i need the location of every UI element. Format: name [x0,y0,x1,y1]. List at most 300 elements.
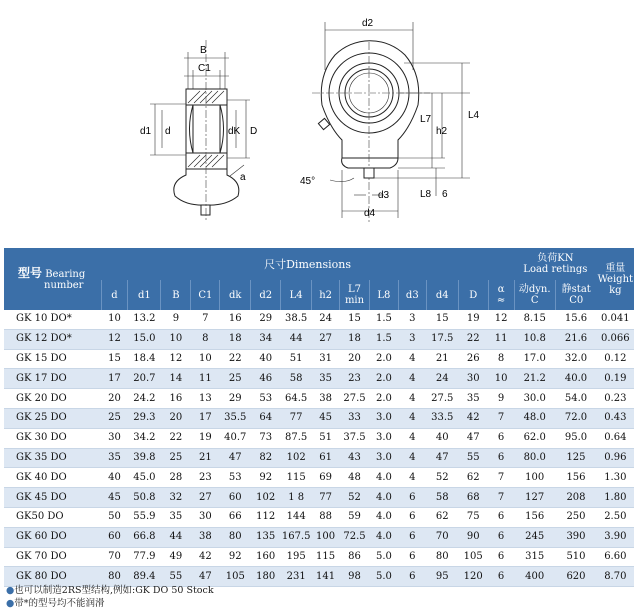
table-cell: 40 [251,349,281,369]
table-cell: 14 [161,369,191,389]
table-cell: 19 [191,428,220,448]
note-1 [6,584,214,597]
table-cell: 60 [101,527,128,547]
table-cell: 49 [161,547,191,567]
table-cell: 45 [312,408,340,428]
table-cell: 167.5 [281,527,312,547]
table-cell: 17.0 [514,349,555,369]
table-cell: 48.0 [514,408,555,428]
table-cell: 7 [488,468,514,488]
table-row [4,349,634,369]
table-cell: 135 [251,527,281,547]
table-cell: 29 [251,310,281,329]
table-cell: 4 [398,389,426,409]
table-cell: 100 [312,527,340,547]
table-cell: 66.8 [128,527,161,547]
table-cell: 510 [555,547,596,567]
table-cell: 11 [191,369,220,389]
table-cell: 77 [281,408,312,428]
table-cell: 10.8 [514,329,555,349]
table-cell: 47 [426,448,458,468]
table-cell: 2.0 [369,349,398,369]
table-cell: 59 [340,507,370,527]
table-cell: 17 [191,408,220,428]
header-dimensions: 尺寸Dimensions [101,248,514,280]
table-cell: 30 [101,428,128,448]
table-cell: 6 [398,488,426,508]
table-cell: 27.5 [426,389,458,409]
table-cell: 6 [398,507,426,527]
table-cell: 30 [191,507,220,527]
table-cell: 88 [312,507,340,527]
table-cell: 32 [161,488,191,508]
table-cell: 12 [488,310,514,329]
table-cell: 40 [426,428,458,448]
table-cell: 127 [514,488,555,508]
table-cell: 102 [251,488,281,508]
table-cell: 73 [251,428,281,448]
col-B: B [161,280,191,310]
table-cell: 22 [161,428,191,448]
table-row [4,369,634,389]
table-cell: 4 [398,448,426,468]
table-cell: 70 [426,527,458,547]
table-cell: 35.5 [220,408,251,428]
table-cell: 115 [312,547,340,567]
table-row [4,547,634,567]
table-cell: 20.7 [128,369,161,389]
table-cell: 156 [514,507,555,527]
label-d: d [165,126,171,137]
table-row [4,408,634,428]
label-L7: L7 [420,114,432,125]
col-L8: L8 [369,280,398,310]
table-cell: 72.0 [555,408,596,428]
label-angle: 45° [300,176,316,187]
table-cell: 40.7 [220,428,251,448]
table-cell: 180 [251,567,281,587]
table-cell: 98 [340,567,370,587]
bearing-number-cell: GK 80 DO [4,567,101,587]
table-cell: 100 [514,468,555,488]
label-a: a [240,172,246,183]
col-C1: C1 [191,280,220,310]
table-cell: 160 [251,547,281,567]
table-cell: 10 [161,329,191,349]
bearing-number-cell: GK 35 DO [4,448,101,468]
table-cell: 35 [101,448,128,468]
table-cell: 27 [191,488,220,508]
col-alpha [488,280,514,310]
table-cell: 16 [161,389,191,409]
table-row [4,389,634,409]
table-cell: 89.4 [128,567,161,587]
header-model-cn: 型号 [18,265,43,280]
table-cell: 4 [398,468,426,488]
table-cell: 22 [220,349,251,369]
table-cell: 8 [488,349,514,369]
table-row [4,310,634,329]
table-cell: 4 [398,408,426,428]
bearing-number-cell: GK 30 DO [4,428,101,448]
table-cell: 2.0 [369,389,398,409]
label-d3: d3 [378,190,390,201]
table-cell: 12 [161,349,191,369]
table-cell: 17 [101,369,128,389]
table-cell: 1.5 [369,329,398,349]
table-cell: 45 [101,488,128,508]
table-cell: 35 [161,507,191,527]
table-cell: 25 [220,369,251,389]
table-cell: 51 [312,428,340,448]
table-cell: 39.8 [128,448,161,468]
table-cell: 33 [340,408,370,428]
table-cell: 38 [312,389,340,409]
table-cell: 48 [340,468,370,488]
table-cell: 26 [458,349,488,369]
table-cell: 144 [281,507,312,527]
table-cell: 38.5 [281,310,312,329]
table-cell: 55.9 [128,507,161,527]
table-cell: 125 [555,448,596,468]
table-cell: 50.8 [128,488,161,508]
table-cell: 6 [488,507,514,527]
table-row [4,329,634,349]
table-cell: 75 [458,507,488,527]
table-cell: 11 [488,329,514,349]
table-cell: 15 [101,349,128,369]
table-cell: 40.0 [555,369,596,389]
table-cell: 6 [488,527,514,547]
table-cell: 32.0 [555,349,596,369]
table-cell: 51 [281,349,312,369]
table-cell: 70 [101,547,128,567]
table-cell: 60 [220,488,251,508]
table-cell: 112 [251,507,281,527]
table-cell: 21.6 [555,329,596,349]
table-cell: 7 [191,310,220,329]
table-row [4,527,634,547]
table-cell: 141 [312,567,340,587]
col-stat-label: 静stat [561,284,591,295]
notes [6,584,214,610]
table-cell: 8.15 [514,310,555,329]
table-cell: 80 [101,567,128,587]
table-cell: 0.066 [597,329,634,349]
table-cell: 0.19 [597,369,634,389]
spec-table-body [4,310,634,587]
table-cell: 35 [458,389,488,409]
table-cell: 62.0 [514,428,555,448]
table-cell: 80.0 [514,448,555,468]
table-cell: 1.5 [369,310,398,329]
note-1-text: 也可以制造2RS型结构,例如:GK DO 50 Stock [14,585,214,596]
col-d3: d3 [398,280,426,310]
col-L7-label: L7 [347,284,361,295]
table-cell: 9 [488,389,514,409]
table-cell: 55 [161,567,191,587]
table-cell: 2.0 [369,369,398,389]
table-cell: 13.2 [128,310,161,329]
table-cell: 1 8 [281,488,312,508]
table-cell: 231 [281,567,312,587]
bearing-number-cell: GK 25 DO [4,408,101,428]
table-cell: 15 [340,310,370,329]
table-cell: 16 [220,310,251,329]
table-cell: 4.0 [369,488,398,508]
table-cell: 52 [426,468,458,488]
bearing-spec-table [4,248,634,587]
table-cell: 82 [251,448,281,468]
table-cell: 95.0 [555,428,596,448]
table-cell: 22 [458,329,488,349]
table-cell: 62 [426,507,458,527]
table-cell: 30.0 [514,389,555,409]
header-model-en-2: number [44,279,84,291]
table-cell: 0.96 [597,448,634,468]
table-cell: 5.0 [369,547,398,567]
table-cell: 18 [340,329,370,349]
table-row [4,428,634,448]
table-cell: 50 [101,507,128,527]
table-cell: 6 [398,567,426,587]
label-D: D [250,126,258,137]
table-cell: 42 [458,408,488,428]
table-cell: 7 [488,488,514,508]
table-cell: 390 [555,527,596,547]
table-cell: 4 [398,369,426,389]
table-cell: 44 [161,527,191,547]
bearing-number-cell: GK 45 DO [4,488,101,508]
table-cell: 27 [312,329,340,349]
col-d1: d1 [128,280,161,310]
table-cell: 3.0 [369,428,398,448]
table-cell: 90 [458,527,488,547]
table-cell: 24 [312,310,340,329]
table-cell: 156 [555,468,596,488]
table-cell: 120 [458,567,488,587]
table-cell: 23 [191,468,220,488]
col-dyn-symbol: C [530,295,539,306]
label-L4: L4 [468,110,480,121]
table-cell: 3.0 [369,448,398,468]
table-cell: 68 [458,488,488,508]
bearing-number-cell: GK50 DO [4,507,101,527]
table-cell: 61 [312,448,340,468]
table-cell: 115 [281,468,312,488]
header-weight-en: Weight [597,273,634,285]
table-cell: 53 [220,468,251,488]
header-load [514,248,597,280]
table-cell: 10 [101,310,128,329]
table-cell: 20 [161,408,191,428]
col-L7 [340,280,370,310]
table-cell: 18.4 [128,349,161,369]
table-cell: 10 [191,349,220,369]
bearing-number-cell: GK 12 DO* [4,329,101,349]
table-cell: 35 [312,369,340,389]
table-cell: 33.5 [426,408,458,428]
table-cell: 8.70 [597,567,634,587]
note-bullet-icon: ● [6,598,15,609]
table-cell: 3 [398,329,426,349]
table-cell: 64 [251,408,281,428]
table-row [4,448,634,468]
table-cell: 43 [340,448,370,468]
table-cell: 2.50 [597,507,634,527]
table-cell: 105 [458,547,488,567]
table-cell: 4.0 [369,507,398,527]
table-cell: 4 [398,349,426,369]
table-cell: 20 [101,389,128,409]
label-d2: d2 [362,18,374,29]
note-bullet-icon: ● [6,585,15,596]
table-cell: 19 [458,310,488,329]
col-stat-symbol: C0 [569,295,584,306]
col-L4: L4 [281,280,312,310]
table-cell: 3.90 [597,527,634,547]
table-cell: 34 [251,329,281,349]
header-model-en-1: Bearing [45,268,86,280]
bearing-number-cell: GK 70 DO [4,547,101,567]
col-stat [555,280,596,310]
table-cell: 6 [398,527,426,547]
table-cell: 44 [281,329,312,349]
header-load-cn: 负荷KN [537,253,574,264]
col-d: d [101,280,128,310]
table-cell: 9 [161,310,191,329]
technical-drawing [0,0,638,244]
table-cell: 55 [458,448,488,468]
table-cell: 21.2 [514,369,555,389]
table-cell: 92 [251,468,281,488]
table-cell: 0.43 [597,408,634,428]
table-cell: 315 [514,547,555,567]
bearing-number-cell: GK 10 DO* [4,310,101,329]
table-cell: 208 [555,488,596,508]
label-C1: C1 [198,63,211,74]
table-cell: 46 [251,369,281,389]
col-L7-min: min [344,295,365,306]
table-cell: 66 [220,507,251,527]
table-cell: 15.6 [555,310,596,329]
table-cell: 29.3 [128,408,161,428]
table-cell: 37.5 [340,428,370,448]
table-cell: 77 [312,488,340,508]
table-cell: 25 [101,408,128,428]
label-6: 6 [442,189,448,200]
table-cell: 87.5 [281,428,312,448]
table-cell: 34.2 [128,428,161,448]
table-cell: 53 [251,389,281,409]
header-model [4,248,101,310]
table-cell: 15.0 [128,329,161,349]
table-cell: 40 [101,468,128,488]
col-dyn-label: 动dyn. [518,284,551,295]
table-cell: 3 [398,310,426,329]
table-cell: 24 [426,369,458,389]
table-cell: 102 [281,448,312,468]
table-cell: 54.0 [555,389,596,409]
note-2-text: 带*的型号均不能润滑 [14,598,105,609]
header-weight [597,248,634,310]
bearing-number-cell: GK 20 DO [4,389,101,409]
table-cell: 17.5 [426,329,458,349]
header-weight-unit: kg [609,284,622,296]
table-cell: 86 [340,547,370,567]
table-cell: 195 [281,547,312,567]
table-cell: 245 [514,527,555,547]
table-cell: 10 [488,369,514,389]
col-d4: d4 [426,280,458,310]
table-cell: 69 [312,468,340,488]
header-load-en: Load retings [523,264,588,275]
table-cell: 1.80 [597,488,634,508]
table-cell: 45.0 [128,468,161,488]
table-cell: 47 [458,428,488,448]
table-cell: 250 [555,507,596,527]
table-row [4,488,634,508]
bearing-number-cell: GK 60 DO [4,527,101,547]
table-cell: 47 [220,448,251,468]
col-h2: h2 [312,280,340,310]
table-cell: 6 [398,547,426,567]
bearing-number-cell: GK 15 DO [4,349,101,369]
table-cell: 25 [161,448,191,468]
table-cell: 80 [426,547,458,567]
table-cell: 4.0 [369,527,398,547]
table-cell: 4.0 [369,468,398,488]
table-cell: 0.64 [597,428,634,448]
note-2 [6,597,214,610]
table-cell: 13 [191,389,220,409]
col-D: D [458,280,488,310]
table-cell: 95 [426,567,458,587]
table-cell: 23 [340,369,370,389]
table-cell: 80 [220,527,251,547]
label-dk: dK [228,126,241,137]
header-weight-cn: 重量 [605,262,626,274]
table-cell: 8 [191,329,220,349]
table-cell: 7 [488,408,514,428]
table-cell: 28 [161,468,191,488]
table-cell: 38 [191,527,220,547]
table-cell: 6 [488,547,514,567]
table-cell: 15 [426,310,458,329]
table-cell: 0.12 [597,349,634,369]
col-d2: d2 [251,280,281,310]
table-cell: 27.5 [340,389,370,409]
table-cell: 21 [426,349,458,369]
table-cell: 0.23 [597,389,634,409]
label-B: B [200,45,207,56]
table-cell: 47 [191,567,220,587]
table-cell: 6 [488,567,514,587]
table-cell: 0.041 [597,310,634,329]
table-cell: 18 [220,329,251,349]
table-cell: 52 [340,488,370,508]
table-cell: 1.30 [597,468,634,488]
table-cell: 12 [101,329,128,349]
table-cell: 77.9 [128,547,161,567]
table-cell: 62 [458,468,488,488]
table-cell: 400 [514,567,555,587]
bearing-number-cell: GK 17 DO [4,369,101,389]
table-cell: 6 [488,428,514,448]
table-cell: 72.5 [340,527,370,547]
col-dyn [514,280,555,310]
table-cell: 21 [191,448,220,468]
